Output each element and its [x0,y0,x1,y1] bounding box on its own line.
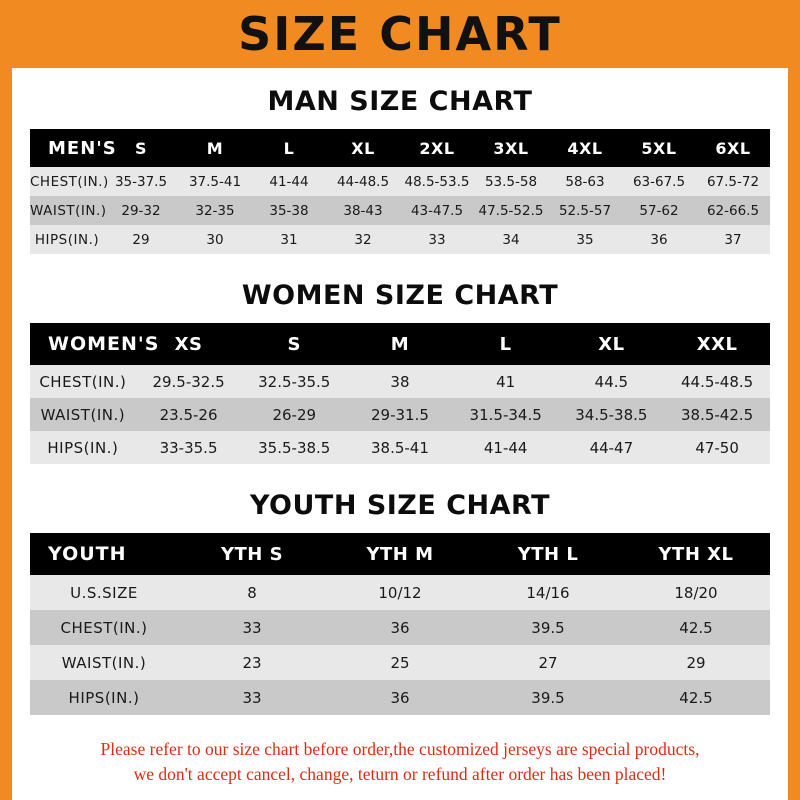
cell: 34.5-38.5 [575,405,648,424]
cell: 58-63 [565,173,605,190]
cell: 33 [428,231,446,248]
cell: 42.5 [679,618,713,637]
header-cell-2xl: 2XL [419,138,455,158]
man-section-title: MAN SIZE CHART [267,86,533,117]
footer-note [30,737,770,788]
row-label: HIPS(IN.) [68,688,140,707]
cell: 41 [496,372,516,391]
cell: 52.5-57 [558,202,612,219]
header-cell-label: WOMEN'S [48,333,160,355]
header-cell-yth-l: YTH L [517,543,579,565]
cell: 36 [390,688,410,707]
cell: 42.5 [679,688,713,707]
cell: 29-31.5 [371,405,429,424]
cell: 23 [242,653,262,672]
cell: 33 [242,618,262,637]
cell: 39.5 [531,618,565,637]
cell: 53.5-58 [484,173,538,190]
cell: 29-32 [121,202,161,219]
table-row [30,680,770,715]
row-label: CHEST(IN.) [30,173,109,190]
header-cell-xxl: XXL [696,333,738,355]
cell: 44.5-48.5 [681,372,754,391]
cell: 29 [686,653,706,672]
cell: 18/20 [674,583,718,602]
cell: 43-47.5 [410,202,464,219]
cell: 36 [390,618,410,637]
row-label: U.S.SIZE [70,583,138,602]
table-row [30,610,770,645]
cell: 33 [242,688,262,707]
cell: 32-35 [195,202,235,219]
header-cell-4xl: 4XL [567,138,603,158]
cell: 26-29 [272,405,317,424]
row-label: WAIST(IN.) [40,405,126,424]
header-cell-6xl: 6XL [715,138,751,158]
cell: 29 [132,231,150,248]
cell: 31.5-34.5 [469,405,542,424]
header-cell-5xl: 5XL [641,138,677,158]
header-cell-m: M [206,138,224,158]
cell: 48.5-53.5 [404,173,470,190]
header-cell-l: L [283,138,295,158]
cell: 35-37.5 [114,173,168,190]
cell: 31 [280,231,298,248]
cell: 47-50 [695,438,739,457]
cell: 62-66.5 [706,202,760,219]
header-cell-xs: XS [174,333,203,355]
cell: 25 [390,653,410,672]
cell: 67.5-72 [706,173,760,190]
row-label: CHEST(IN.) [60,618,148,637]
cell: 14/16 [526,583,570,602]
cell: 35-38 [269,202,309,219]
cell: 41-44 [483,438,528,457]
header-cell-l: L [499,333,512,355]
table-header-row [30,129,770,167]
cell: 8 [247,583,257,602]
cell: 32.5-35.5 [258,372,331,391]
cell: 41-44 [269,173,309,190]
cell: 44.5 [594,372,629,391]
row-label: CHEST(IN.) [39,372,127,391]
table-header-row [30,323,770,365]
cell: 35.5-38.5 [258,438,331,457]
women-size-table [30,323,770,464]
row-label: WAIST(IN.) [30,202,107,219]
cell: 32 [354,231,372,248]
header-cell-xl: XL [351,138,375,158]
cell: 37.5-41 [188,173,242,190]
header-cell-yth-s: YTH S [220,543,284,565]
header-cell-yth-m: YTH M [366,543,434,565]
cell: 33-35.5 [159,438,218,457]
cell: 38.5-41 [371,438,429,457]
cell: 10/12 [378,583,422,602]
row-label: HIPS(IN.) [34,231,100,248]
cell: 44-48.5 [336,173,390,190]
header-cell-label: MEN'S [48,137,117,159]
table-row [30,365,770,398]
cell: 44-47 [589,438,634,457]
header-cell-s: S [134,138,148,158]
row-label: HIPS(IN.) [47,438,119,457]
header-cell-label: YOUTH [48,543,127,565]
cell: 23.5-26 [159,405,218,424]
cell: 34 [502,231,520,248]
table-row [30,398,770,431]
page-banner [0,0,800,68]
cell: 38-43 [343,202,383,219]
header-cell-3xl: 3XL [493,138,529,158]
cell: 37 [724,231,742,248]
cell: 38 [390,372,410,391]
table-row [30,575,770,610]
women-section-title: WOMEN SIZE CHART [241,280,559,311]
youth-size-table [30,533,770,715]
table-header-row [30,533,770,575]
header-cell-yth-xl: YTH XL [658,543,734,565]
youth-section-title: YOUTH SIZE CHART [249,490,551,521]
table-row [30,645,770,680]
footer-note-line-1: Please refer to our size chart before order,the customized jerseys are special products, [100,739,700,759]
row-label: WAIST(IN.) [61,653,147,672]
table-row [30,196,770,225]
cell: 38.5-42.5 [681,405,754,424]
chart-content [12,86,788,788]
footer-note-line-2: we don't accept cancel, change, teturn or refund after order has been placed! [133,764,667,785]
cell: 36 [650,231,668,248]
cell: 57-62 [639,202,679,219]
table-row [30,431,770,464]
table-row [30,225,770,254]
header-cell-s: S [287,333,301,355]
cell: 29.5-32.5 [152,372,225,391]
cell: 39.5 [531,688,565,707]
table-row [30,167,770,196]
cell: 47.5-52.5 [478,202,544,219]
header-cell-m: M [390,333,410,355]
cell: 30 [206,231,224,248]
page-title: SIZE CHART [238,7,562,61]
cell: 35 [576,231,594,248]
cell: 63-67.5 [632,173,686,190]
man-size-table [30,129,770,254]
cell: 27 [538,653,558,672]
header-cell-xl: XL [598,333,625,355]
